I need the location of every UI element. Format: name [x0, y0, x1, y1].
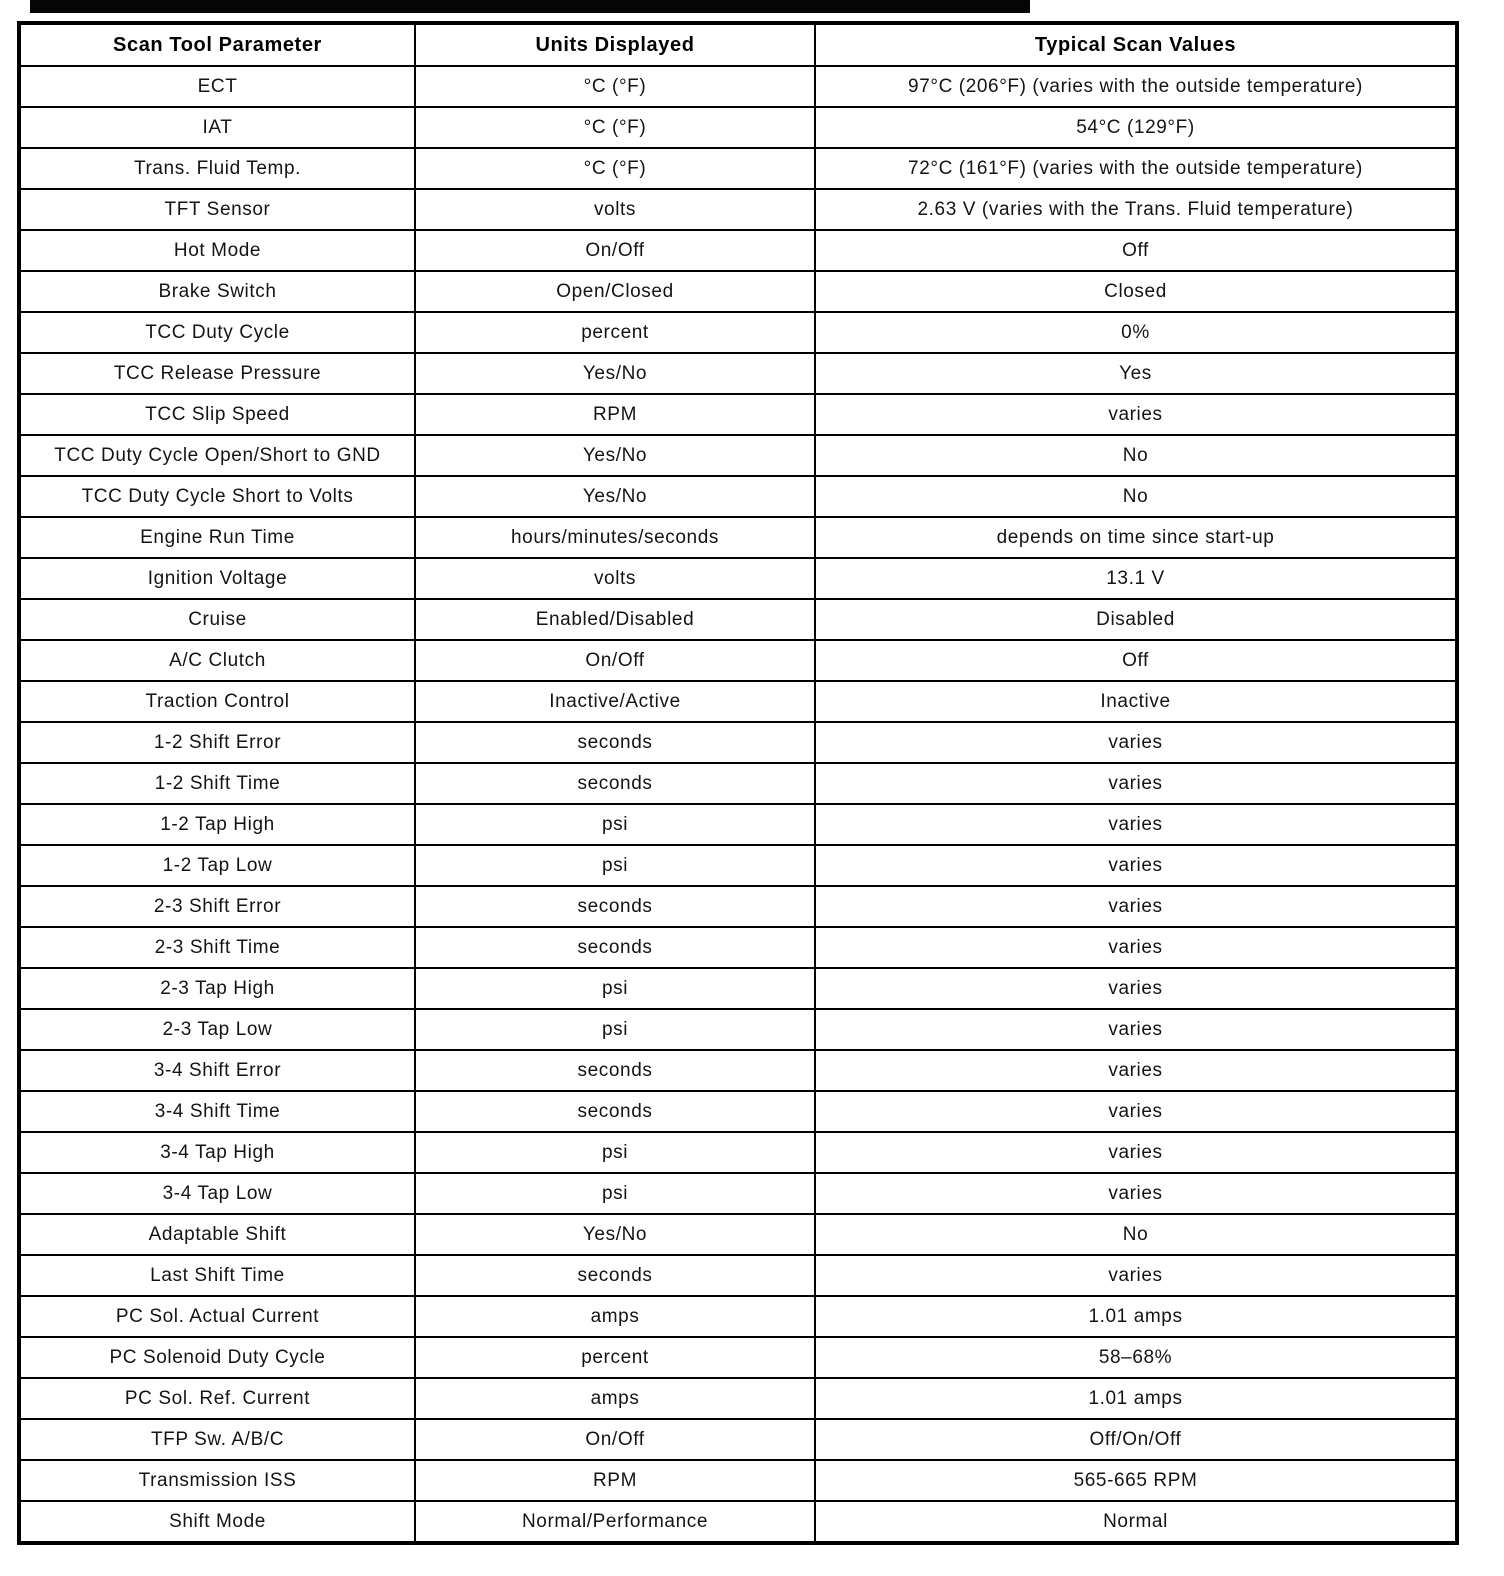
cell-units: psi: [415, 845, 815, 886]
cell-value: 54°C (129°F): [815, 107, 1457, 148]
cell-parameter: Trans. Fluid Temp.: [19, 148, 415, 189]
cell-value: depends on time since start-up: [815, 517, 1457, 558]
cell-units: psi: [415, 1132, 815, 1173]
table-row: [19, 804, 1457, 845]
cell-value: No: [815, 435, 1457, 476]
cell-units: seconds: [415, 1091, 815, 1132]
cell-parameter: TCC Duty Cycle Short to Volts: [19, 476, 415, 517]
table-row: [19, 230, 1457, 271]
cell-value: 58–68%: [815, 1337, 1457, 1378]
header-units-displayed: Units Displayed: [415, 23, 815, 66]
cell-units: Yes/No: [415, 435, 815, 476]
cell-units: seconds: [415, 1255, 815, 1296]
cell-units: Yes/No: [415, 353, 815, 394]
cell-parameter: 3-4 Tap Low: [19, 1173, 415, 1214]
cell-parameter: 1-2 Shift Time: [19, 763, 415, 804]
cell-parameter: TCC Slip Speed: [19, 394, 415, 435]
cell-value: varies: [815, 804, 1457, 845]
cell-parameter: Hot Mode: [19, 230, 415, 271]
cell-units: Normal/Performance: [415, 1501, 815, 1543]
cell-value: 13.1 V: [815, 558, 1457, 599]
cell-units: On/Off: [415, 640, 815, 681]
cell-units: volts: [415, 558, 815, 599]
cell-units: percent: [415, 312, 815, 353]
cell-units: Inactive/Active: [415, 681, 815, 722]
cell-value: varies: [815, 722, 1457, 763]
cell-parameter: 1-2 Tap High: [19, 804, 415, 845]
cell-units: hours/minutes/seconds: [415, 517, 815, 558]
table-row: [19, 271, 1457, 312]
table-row: [19, 1419, 1457, 1460]
cell-parameter: 2-3 Shift Error: [19, 886, 415, 927]
cell-parameter: TCC Release Pressure: [19, 353, 415, 394]
cell-parameter: 3-4 Tap High: [19, 1132, 415, 1173]
cell-units: psi: [415, 968, 815, 1009]
cell-units: seconds: [415, 763, 815, 804]
table-row: [19, 722, 1457, 763]
table-row: [19, 845, 1457, 886]
cell-units: °C (°F): [415, 66, 815, 107]
table-row: [19, 476, 1457, 517]
cell-value: varies: [815, 394, 1457, 435]
cell-value: Closed: [815, 271, 1457, 312]
cell-value: varies: [815, 886, 1457, 927]
table-row: [19, 1460, 1457, 1501]
cell-value: 1.01 amps: [815, 1378, 1457, 1419]
table-row: [19, 599, 1457, 640]
cell-parameter: TCC Duty Cycle: [19, 312, 415, 353]
cell-parameter: 2-3 Tap High: [19, 968, 415, 1009]
cell-units: seconds: [415, 927, 815, 968]
header-typical-scan-values: Typical Scan Values: [815, 23, 1457, 66]
cell-value: varies: [815, 1091, 1457, 1132]
cell-units: On/Off: [415, 1419, 815, 1460]
cell-value: varies: [815, 1255, 1457, 1296]
cell-value: 2.63 V (varies with the Trans. Fluid temperature): [815, 189, 1457, 230]
cell-parameter: 1-2 Shift Error: [19, 722, 415, 763]
cell-parameter: Cruise: [19, 599, 415, 640]
table-row: [19, 66, 1457, 107]
cell-units: Yes/No: [415, 476, 815, 517]
cell-parameter: Last Shift Time: [19, 1255, 415, 1296]
cell-value: Yes: [815, 353, 1457, 394]
cell-parameter: TCC Duty Cycle Open/Short to GND: [19, 435, 415, 476]
cell-parameter: 1-2 Tap Low: [19, 845, 415, 886]
cell-value: No: [815, 1214, 1457, 1255]
cell-value: varies: [815, 845, 1457, 886]
table-row: [19, 1132, 1457, 1173]
cell-parameter: Traction Control: [19, 681, 415, 722]
table-row: [19, 1337, 1457, 1378]
cell-units: RPM: [415, 1460, 815, 1501]
table-row: [19, 353, 1457, 394]
table-row: [19, 558, 1457, 599]
cell-parameter: Transmission ISS: [19, 1460, 415, 1501]
table-row: [19, 886, 1457, 927]
cell-units: seconds: [415, 1050, 815, 1091]
cell-units: psi: [415, 1173, 815, 1214]
table-header-row: [19, 23, 1457, 66]
cell-units: On/Off: [415, 230, 815, 271]
cell-units: °C (°F): [415, 148, 815, 189]
cell-parameter: PC Solenoid Duty Cycle: [19, 1337, 415, 1378]
cell-value: varies: [815, 1132, 1457, 1173]
cell-parameter: TFT Sensor: [19, 189, 415, 230]
cell-value: 72°C (161°F) (varies with the outside temperature): [815, 148, 1457, 189]
table-row: [19, 1501, 1457, 1543]
cell-value: 565-665 RPM: [815, 1460, 1457, 1501]
cell-value: varies: [815, 1009, 1457, 1050]
cell-parameter: IAT: [19, 107, 415, 148]
cell-value: varies: [815, 1050, 1457, 1091]
cell-value: Off/On/Off: [815, 1419, 1457, 1460]
cell-value: Inactive: [815, 681, 1457, 722]
table-row: [19, 1296, 1457, 1337]
table-row: [19, 1009, 1457, 1050]
table-row: [19, 1255, 1457, 1296]
table-body: [19, 66, 1457, 1543]
cell-parameter: 3-4 Shift Error: [19, 1050, 415, 1091]
cell-value: 0%: [815, 312, 1457, 353]
table-row: [19, 681, 1457, 722]
cell-value: varies: [815, 1173, 1457, 1214]
cell-parameter: 2-3 Tap Low: [19, 1009, 415, 1050]
table-row: [19, 1173, 1457, 1214]
table-row: [19, 1214, 1457, 1255]
cell-units: seconds: [415, 722, 815, 763]
cell-value: Disabled: [815, 599, 1457, 640]
cell-value: Off: [815, 230, 1457, 271]
cell-units: Enabled/Disabled: [415, 599, 815, 640]
cell-units: °C (°F): [415, 107, 815, 148]
cell-value: varies: [815, 763, 1457, 804]
table-row: [19, 1091, 1457, 1132]
cell-parameter: TFP Sw. A/B/C: [19, 1419, 415, 1460]
cell-parameter: PC Sol. Ref. Current: [19, 1378, 415, 1419]
cell-value: No: [815, 476, 1457, 517]
cell-value: varies: [815, 927, 1457, 968]
table-row: [19, 148, 1457, 189]
cell-units: psi: [415, 1009, 815, 1050]
table-row: [19, 1050, 1457, 1091]
cell-parameter: Shift Mode: [19, 1501, 415, 1543]
cell-value: 1.01 amps: [815, 1296, 1457, 1337]
cell-parameter: Ignition Voltage: [19, 558, 415, 599]
table-row: [19, 394, 1457, 435]
table-row: [19, 1378, 1457, 1419]
table-row: [19, 763, 1457, 804]
cell-units: amps: [415, 1378, 815, 1419]
header-scan-tool-parameter: Scan Tool Parameter: [19, 23, 415, 66]
cell-value: varies: [815, 968, 1457, 1009]
cell-units: seconds: [415, 886, 815, 927]
cell-units: Open/Closed: [415, 271, 815, 312]
cell-parameter: Adaptable Shift: [19, 1214, 415, 1255]
table-row: [19, 435, 1457, 476]
cell-parameter: 3-4 Shift Time: [19, 1091, 415, 1132]
table-row: [19, 517, 1457, 558]
scan-data-table: [17, 21, 1459, 1545]
cell-value: Off: [815, 640, 1457, 681]
cell-parameter: Engine Run Time: [19, 517, 415, 558]
cell-units: percent: [415, 1337, 815, 1378]
cell-units: volts: [415, 189, 815, 230]
cell-value: Normal: [815, 1501, 1457, 1543]
cell-units: amps: [415, 1296, 815, 1337]
table-row: [19, 189, 1457, 230]
table-row: [19, 312, 1457, 353]
cell-parameter: ECT: [19, 66, 415, 107]
cutoff-title-bar: [30, 0, 1030, 13]
cell-value: 97°C (206°F) (varies with the outside temperature): [815, 66, 1457, 107]
cell-parameter: Brake Switch: [19, 271, 415, 312]
table-row: [19, 927, 1457, 968]
cell-units: psi: [415, 804, 815, 845]
table-row: [19, 107, 1457, 148]
cell-parameter: A/C Clutch: [19, 640, 415, 681]
cell-parameter: 2-3 Shift Time: [19, 927, 415, 968]
table-row: [19, 640, 1457, 681]
cell-units: RPM: [415, 394, 815, 435]
cell-units: Yes/No: [415, 1214, 815, 1255]
cell-parameter: PC Sol. Actual Current: [19, 1296, 415, 1337]
table-row: [19, 968, 1457, 1009]
